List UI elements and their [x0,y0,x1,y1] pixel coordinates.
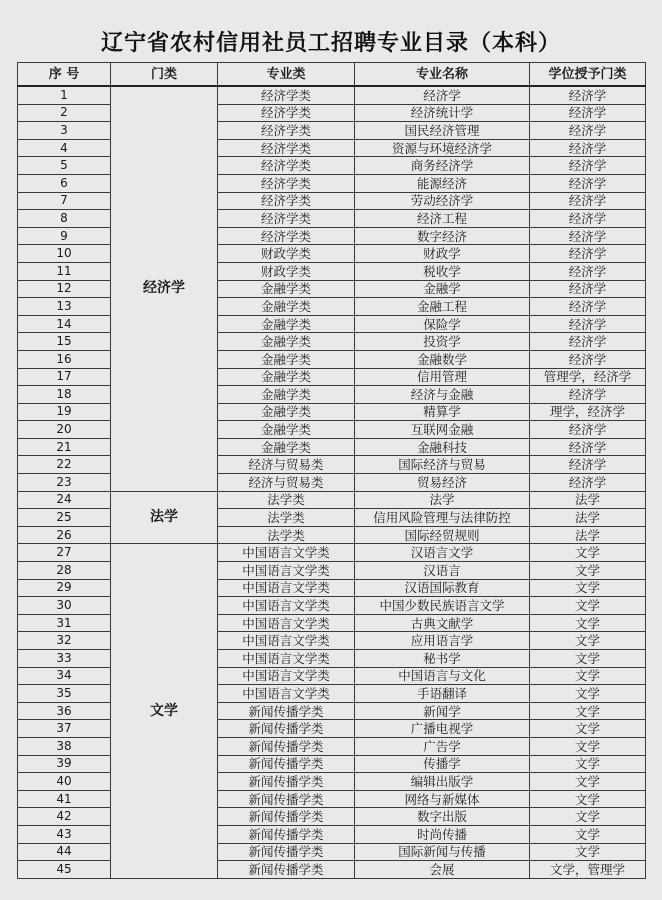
degree-cell: 经济学 [530,386,646,404]
table-row [18,491,646,509]
row-number: 28 [18,562,111,580]
major-name-cell: 传播学 [355,755,530,773]
major-name-cell: 金融数学 [355,350,530,368]
degree-cell: 文学 [530,755,646,773]
degree-cell: 文学 [530,579,646,597]
major-class-cell: 经济学类 [218,104,355,122]
row-number: 3 [18,122,111,140]
degree-cell: 经济学 [530,157,646,175]
major-class-cell: 经济学类 [218,122,355,140]
row-number: 20 [18,421,111,439]
row-number: 10 [18,245,111,263]
degree-cell: 经济学 [530,139,646,157]
degree-cell: 文学 [530,737,646,755]
row-number: 36 [18,702,111,720]
row-number: 45 [18,861,111,879]
major-name-cell: 财政学 [355,245,530,263]
major-class-cell: 金融学类 [218,403,355,421]
degree-cell: 经济学 [530,122,646,140]
degree-cell: 文学 [530,790,646,808]
row-number: 14 [18,315,111,333]
degree-cell: 文学 [530,808,646,826]
row-number: 39 [18,755,111,773]
row-number: 6 [18,174,111,192]
row-number: 23 [18,474,111,492]
degree-cell: 文学 [530,614,646,632]
degree-cell: 文学 [530,843,646,861]
header-category: 门类 [111,63,218,87]
degree-cell: 经济学 [530,456,646,474]
major-class-cell: 中国语言文学类 [218,562,355,580]
major-name-cell: 手语翻译 [355,685,530,703]
major-class-cell: 财政学类 [218,262,355,280]
major-class-cell: 金融学类 [218,333,355,351]
degree-cell: 法学 [530,509,646,527]
degree-cell: 文学 [530,685,646,703]
major-name-cell: 保险学 [355,315,530,333]
major-name-cell: 中国少数民族语言文学 [355,597,530,615]
row-number: 26 [18,526,111,544]
major-class-cell: 法学类 [218,526,355,544]
category-cell: 经济学 [111,86,218,491]
major-name-cell: 编辑出版学 [355,773,530,791]
major-catalog-table [17,62,646,879]
degree-cell: 经济学 [530,315,646,333]
row-number: 19 [18,403,111,421]
row-number: 15 [18,333,111,351]
major-class-cell: 中国语言文学类 [218,667,355,685]
row-number: 9 [18,227,111,245]
degree-cell: 经济学 [530,245,646,263]
row-number: 25 [18,509,111,527]
major-name-cell: 互联网金融 [355,421,530,439]
major-name-cell: 汉语言文学 [355,544,530,562]
major-class-cell: 中国语言文学类 [218,650,355,668]
major-class-cell: 经济与贸易类 [218,474,355,492]
degree-cell: 文学，管理学 [530,861,646,879]
degree-cell: 经济学 [530,262,646,280]
major-class-cell: 经济学类 [218,139,355,157]
degree-cell: 经济学 [530,350,646,368]
degree-cell: 经济学 [530,298,646,316]
row-number: 31 [18,614,111,632]
degree-cell: 文学 [530,702,646,720]
major-class-cell: 新闻传播学类 [218,843,355,861]
major-class-cell: 金融学类 [218,438,355,456]
major-class-cell: 金融学类 [218,421,355,439]
major-class-cell: 法学类 [218,491,355,509]
major-class-cell: 经济学类 [218,210,355,228]
row-number: 7 [18,192,111,210]
major-name-cell: 劳动经济学 [355,192,530,210]
degree-cell: 经济学 [530,104,646,122]
major-name-cell: 网络与新媒体 [355,790,530,808]
major-name-cell: 商务经济学 [355,157,530,175]
row-number: 40 [18,773,111,791]
major-name-cell: 国民经济管理 [355,122,530,140]
row-number: 18 [18,386,111,404]
major-class-cell: 中国语言文学类 [218,685,355,703]
major-class-cell: 中国语言文学类 [218,579,355,597]
degree-cell: 文学 [530,650,646,668]
major-class-cell: 经济与贸易类 [218,456,355,474]
row-number: 29 [18,579,111,597]
degree-cell: 文学 [530,597,646,615]
major-class-cell: 中国语言文学类 [218,614,355,632]
table-row [18,86,646,104]
major-name-cell: 中国语言与文化 [355,667,530,685]
row-number: 44 [18,843,111,861]
row-number: 32 [18,632,111,650]
degree-cell: 经济学 [530,474,646,492]
category-cell: 文学 [111,544,218,878]
major-name-cell: 应用语言学 [355,632,530,650]
row-number: 35 [18,685,111,703]
row-number: 13 [18,298,111,316]
header-no: 序 号 [18,63,111,87]
header-degree: 学位授予门类 [530,63,646,87]
major-class-cell: 中国语言文学类 [218,597,355,615]
row-number: 1 [18,86,111,104]
major-class-cell: 新闻传播学类 [218,720,355,738]
row-number: 41 [18,790,111,808]
degree-cell: 文学 [530,544,646,562]
major-name-cell: 古典文献学 [355,614,530,632]
major-name-cell: 数字经济 [355,227,530,245]
major-class-cell: 经济学类 [218,174,355,192]
major-name-cell: 贸易经济 [355,474,530,492]
row-number: 22 [18,456,111,474]
major-class-cell: 新闻传播学类 [218,790,355,808]
row-number: 42 [18,808,111,826]
major-class-cell: 金融学类 [218,368,355,386]
major-class-cell: 财政学类 [218,245,355,263]
major-name-cell: 信用管理 [355,368,530,386]
major-name-cell: 能源经济 [355,174,530,192]
major-class-cell: 法学类 [218,509,355,527]
major-name-cell: 法学 [355,491,530,509]
row-number: 43 [18,825,111,843]
major-class-cell: 经济学类 [218,86,355,104]
major-class-cell: 新闻传播学类 [218,808,355,826]
major-name-cell: 汉语言 [355,562,530,580]
table-body [18,86,646,878]
row-number: 24 [18,491,111,509]
major-name-cell: 金融学 [355,280,530,298]
degree-cell: 管理学，经济学 [530,368,646,386]
major-name-cell: 数字出版 [355,808,530,826]
major-name-cell: 国际经济与贸易 [355,456,530,474]
row-number: 2 [18,104,111,122]
row-number: 21 [18,438,111,456]
major-class-cell: 新闻传播学类 [218,861,355,879]
page-title: 辽宁省农村信用社员工招聘专业目录（本科） [100,30,561,56]
row-number: 4 [18,139,111,157]
major-class-cell: 金融学类 [218,350,355,368]
major-class-cell: 中国语言文学类 [218,544,355,562]
major-name-cell: 新闻学 [355,702,530,720]
row-number: 34 [18,667,111,685]
major-name-cell: 广播电视学 [355,720,530,738]
row-number: 17 [18,368,111,386]
degree-cell: 理学，经济学 [530,403,646,421]
degree-cell: 文学 [530,562,646,580]
row-number: 37 [18,720,111,738]
degree-cell: 文学 [530,667,646,685]
degree-cell: 法学 [530,491,646,509]
row-number: 27 [18,544,111,562]
major-class-cell: 新闻传播学类 [218,702,355,720]
major-class-cell: 金融学类 [218,315,355,333]
table-header-row [18,63,646,87]
major-name-cell: 经济学 [355,86,530,104]
degree-cell: 经济学 [530,192,646,210]
major-class-cell: 新闻传播学类 [218,773,355,791]
major-name-cell: 汉语国际教育 [355,579,530,597]
major-name-cell: 金融工程 [355,298,530,316]
degree-cell: 经济学 [530,280,646,298]
major-class-cell: 经济学类 [218,157,355,175]
degree-cell: 经济学 [530,227,646,245]
major-name-cell: 经济统计学 [355,104,530,122]
major-name-cell: 会展 [355,861,530,879]
major-class-cell: 新闻传播学类 [218,825,355,843]
major-class-cell: 中国语言文学类 [218,632,355,650]
degree-cell: 文学 [530,720,646,738]
row-number: 33 [18,650,111,668]
major-name-cell: 精算学 [355,403,530,421]
header-major-name: 专业名称 [355,63,530,87]
major-class-cell: 金融学类 [218,386,355,404]
degree-cell: 经济学 [530,210,646,228]
degree-cell: 法学 [530,526,646,544]
header-major-class: 专业类 [218,63,355,87]
major-name-cell: 广告学 [355,737,530,755]
degree-cell: 文学 [530,773,646,791]
degree-cell: 文学 [530,632,646,650]
major-name-cell: 投资学 [355,333,530,351]
degree-cell: 经济学 [530,421,646,439]
row-number: 8 [18,210,111,228]
major-name-cell: 信用风险管理与法律防控 [355,509,530,527]
major-name-cell: 经济工程 [355,210,530,228]
row-number: 38 [18,737,111,755]
degree-cell: 经济学 [530,86,646,104]
major-name-cell: 国际新闻与传播 [355,843,530,861]
major-name-cell: 税收学 [355,262,530,280]
major-name-cell: 秘书学 [355,650,530,668]
major-class-cell: 经济学类 [218,227,355,245]
major-name-cell: 国际经贸规则 [355,526,530,544]
category-cell: 法学 [111,491,218,544]
major-name-cell: 金融科技 [355,438,530,456]
degree-cell: 文学 [530,825,646,843]
row-number: 30 [18,597,111,615]
degree-cell: 经济学 [530,438,646,456]
degree-cell: 经济学 [530,333,646,351]
table-row [18,544,646,562]
major-name-cell: 资源与环境经济学 [355,139,530,157]
row-number: 12 [18,280,111,298]
major-class-cell: 新闻传播学类 [218,737,355,755]
major-class-cell: 金融学类 [218,298,355,316]
major-class-cell: 新闻传播学类 [218,755,355,773]
major-class-cell: 经济学类 [218,192,355,210]
row-number: 5 [18,157,111,175]
major-name-cell: 时尚传播 [355,825,530,843]
row-number: 16 [18,350,111,368]
major-class-cell: 金融学类 [218,280,355,298]
major-name-cell: 经济与金融 [355,386,530,404]
row-number: 11 [18,262,111,280]
degree-cell: 经济学 [530,174,646,192]
